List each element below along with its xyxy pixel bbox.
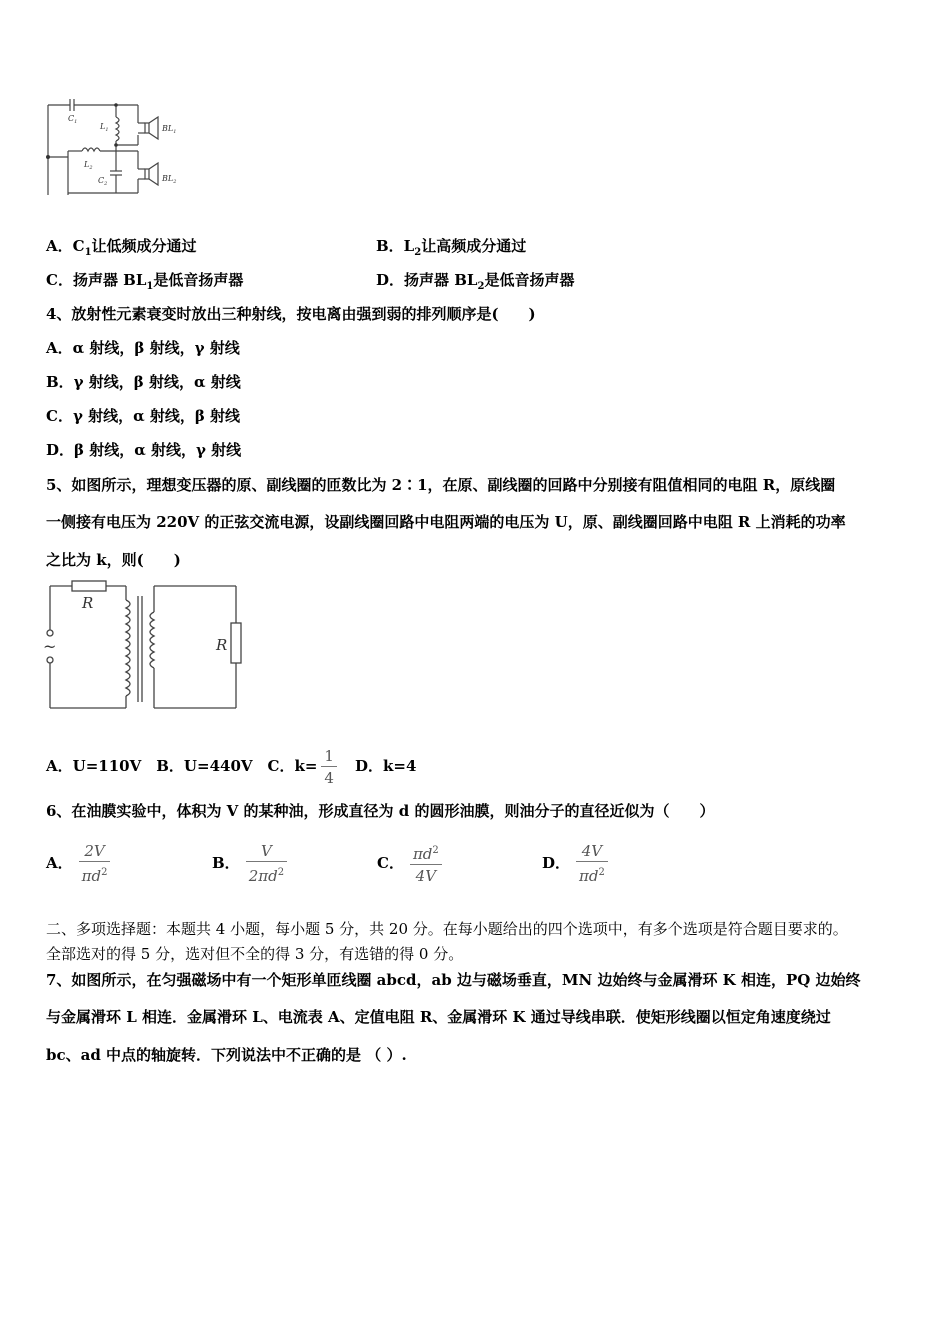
q5-fraction: $\frac{1}{4}$ bbox=[321, 746, 337, 789]
q7-stem-line1: 7、如图所示，在匀强磁场中有一个矩形单匝线圈 abcd，ab 边与磁场垂直，MN 边始终与金属滑环 K 相连，PQ 边始终 bbox=[46, 971, 861, 989]
primary-resistor-label: R bbox=[82, 594, 94, 612]
q6-option-b: B． $\frac{V}{2\pi d^2}$ bbox=[212, 838, 287, 888]
q6-fraction-c: $\frac{\pi d^2}{4V}$ bbox=[410, 841, 442, 887]
q4-option-b: B．γ 射线，β 射线，α 射线 bbox=[46, 373, 241, 391]
q6-option-c: C． $\frac{\pi d^2}{4V}$ bbox=[377, 838, 442, 888]
q4-option-c: C．γ 射线，α 射线，β 射线 bbox=[46, 407, 241, 425]
q5-stem-line3: 之比为 k，则( ) bbox=[46, 551, 181, 569]
q7-stem-line3: bc、ad 中点的轴旋转．下列说法中不正确的是 （ ）. bbox=[46, 1046, 407, 1064]
q6-stem: 6、在油膜实验中，体积为 V 的某种油，形成直径为 d 的圆形油膜，则油分子的直径近似为（ ） bbox=[46, 802, 715, 820]
q6-fraction-b: $\frac{V}{2\pi d^2}$ bbox=[246, 841, 287, 887]
l1-label: $L_1$ bbox=[100, 122, 109, 133]
q4-stem: 4、放射性元素衰变时放出三种射线，按电离由强到弱的排列顺序是( ) bbox=[46, 305, 536, 323]
q5-stem-line2: 一侧接有电压为 220V 的正弦交流电源，设副线圈回路中电阻两端的电压为 U，原、副线圈回路中电阻 R 上消耗的功率 bbox=[46, 513, 846, 531]
q6-option-d: D． $\frac{4V}{\pi d^2}$ bbox=[542, 838, 608, 888]
q3-option-b: B．$L_2$让高频成分通过 bbox=[376, 237, 527, 258]
q4-option-d: D．β 射线，α 射线，γ 射线 bbox=[46, 441, 242, 459]
section-2-heading-line2: 全部选对的得 5 分，选对但不全的得 3 分，有选错的得 0 分。 bbox=[46, 945, 464, 963]
l2-label: $L_2$ bbox=[84, 160, 93, 171]
crossover-circuit-diagram bbox=[40, 95, 200, 205]
q5-options: A．U=110V B．U=440V C．k= $\frac{1}{4}$ D．k=4 bbox=[46, 746, 417, 787]
ac-source-symbol: ~ bbox=[43, 637, 57, 656]
secondary-resistor-label: R bbox=[216, 636, 228, 654]
q6-fraction-a: $\frac{2V}{\pi d^2}$ bbox=[79, 841, 111, 887]
q5-stem-line1: 5、如图所示，理想变压器的原、副线圈的匝数比为 2∶1，在原、副线圈的回路中分别接有阻值相同的电阻 R，原线圈 bbox=[46, 476, 836, 494]
bl1-label: $BL_1$ bbox=[162, 124, 177, 135]
transformer-circuit-diagram bbox=[40, 578, 245, 718]
c1-label: $C_1$ bbox=[68, 114, 78, 125]
q6-option-a: A． $\frac{2V}{\pi d^2}$ bbox=[46, 838, 110, 888]
q3-option-d: D．扬声器 $BL_2$是低音扬声器 bbox=[376, 271, 575, 292]
c2-label: $C_2$ bbox=[98, 176, 108, 187]
q3-option-c: C．扬声器 $BL_1$是低音扬声器 bbox=[46, 271, 244, 292]
section-2-heading-line1: 二、多项选择题：本题共 4 小题，每小题 5 分，共 20 分。在每小题给出的四个选项中，有多个选项是符合题目要求的。 bbox=[46, 920, 848, 938]
q6-fraction-d: $\frac{4V}{\pi d^2}$ bbox=[576, 841, 608, 887]
q7-stem-line2: 与金属滑环 L 相连．金属滑环 L、电流表 A、定值电阻 R、金属滑环 K 通过导线串联．使矩形线圈以恒定角速度绕过 bbox=[46, 1008, 831, 1026]
q3-option-a: A．$C_1$让低频成分通过 bbox=[46, 237, 197, 258]
q4-option-a: A．α 射线，β 射线，γ 射线 bbox=[46, 339, 240, 357]
bl2-label: $BL_2$ bbox=[162, 174, 177, 185]
